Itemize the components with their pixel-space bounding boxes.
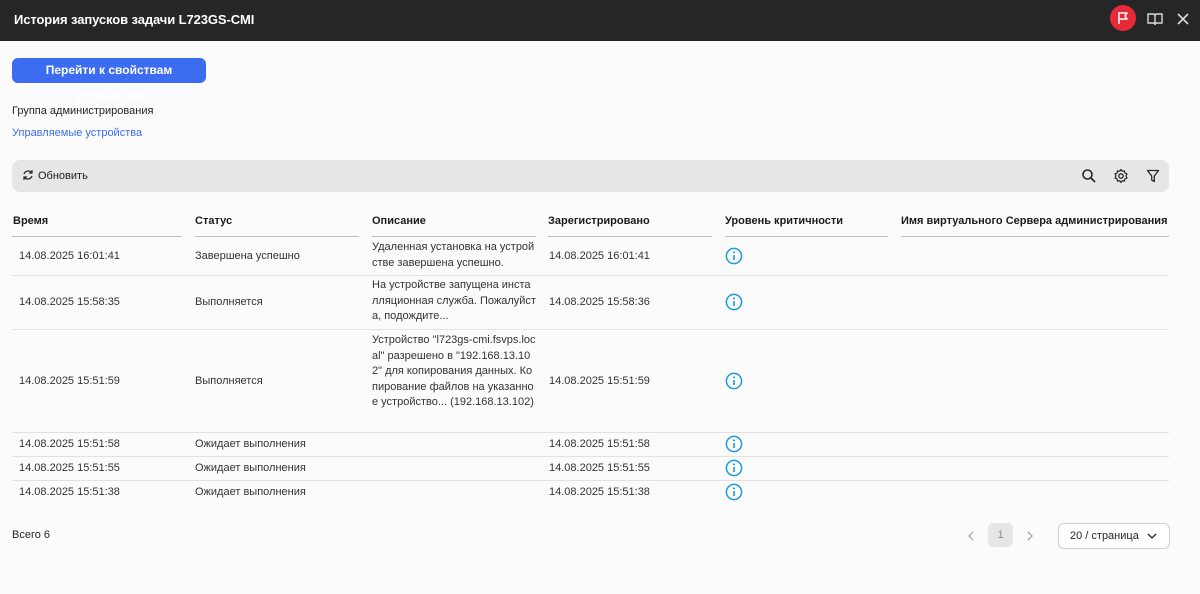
prev-page-icon[interactable]: [964, 528, 978, 544]
column-header-severity[interactable]: Уровень критичности: [725, 215, 844, 227]
info-icon[interactable]: [725, 293, 743, 311]
flag-button[interactable]: [1110, 5, 1136, 31]
cell-registered: 14.08.2025 15:51:59: [549, 375, 650, 387]
book-icon: [1146, 10, 1164, 28]
cell-time: 14.08.2025 15:51:38: [19, 486, 120, 498]
search-icon[interactable]: [1081, 168, 1097, 184]
close-icon: [1174, 10, 1192, 28]
refresh-button[interactable]: [22, 169, 88, 182]
close-button[interactable]: [1174, 10, 1192, 28]
next-page-icon[interactable]: [1023, 528, 1037, 544]
page-current[interactable]: 1: [988, 523, 1013, 547]
row-divider: [12, 432, 1169, 433]
cell-registered: 14.08.2025 15:58:36: [549, 296, 650, 308]
info-icon[interactable]: [725, 435, 743, 453]
total-count: Всего 6: [12, 529, 51, 541]
cell-status: Выполняется: [195, 375, 263, 387]
header-divider: [725, 236, 888, 237]
refresh-icon: [22, 169, 34, 181]
page-size-value: 20 / страница: [1070, 530, 1139, 542]
cell-registered: 14.08.2025 15:51:58: [549, 438, 650, 450]
row-divider: [12, 275, 1169, 276]
column-header-description[interactable]: Описание: [372, 215, 426, 227]
window-title: История запусков задачи L723GS-CMI: [14, 12, 255, 27]
cell-status: Выполняется: [195, 296, 263, 308]
header-divider: [372, 236, 536, 237]
filter-icon[interactable]: [1145, 168, 1161, 184]
flag-icon: [1116, 11, 1130, 25]
cell-registered: 14.08.2025 15:51:38: [549, 486, 650, 498]
cell-time: 14.08.2025 15:51:55: [19, 462, 120, 474]
cell-status: Ожидает выполнения: [195, 486, 306, 498]
cell-description: На устройстве запущена инсталляционная служба. Пожалуйста, подождите...: [372, 279, 536, 322]
row-divider: [12, 329, 1169, 330]
cell-time: 14.08.2025 15:51:59: [19, 375, 120, 387]
chevron-down-icon: [1146, 531, 1158, 541]
cell-time: 14.08.2025 15:51:58: [19, 438, 120, 450]
help-button[interactable]: [1146, 10, 1164, 28]
info-icon[interactable]: [725, 459, 743, 477]
cell-time: 14.08.2025 15:58:35: [19, 296, 120, 308]
cell-registered: 14.08.2025 15:51:55: [549, 462, 650, 474]
cell-description: Устройство "l723gs-cmi.fsvps.local" разрешено в "192.168.13.102" для копирования данных. Копирование файлов на указанное устройство... (192.168.13.102): [372, 334, 536, 408]
info-icon[interactable]: [725, 483, 743, 501]
admin-group-label: Группа администрирования: [12, 105, 154, 117]
admin-group-link[interactable]: Управляемые устройства: [12, 127, 143, 139]
cell-status: Завершена успешно: [195, 250, 300, 262]
row-divider: [12, 456, 1169, 457]
column-header-status[interactable]: Статус: [195, 215, 233, 227]
table-toolbar: [12, 160, 1169, 192]
cell-registered: 14.08.2025 16:01:41: [549, 250, 650, 262]
gear-icon[interactable]: [1113, 168, 1129, 184]
row-divider: [12, 480, 1169, 481]
refresh-label: Обновить: [38, 170, 88, 182]
header-divider: [12, 236, 182, 237]
cell-description: Удаленная установка на устройстве завершена успешно.: [372, 241, 535, 269]
info-icon[interactable]: [725, 247, 743, 265]
header-divider: [901, 236, 1169, 237]
goto-device-properties-button[interactable]: Перейти к свойствам устройства: [12, 58, 206, 83]
column-header-time[interactable]: Время: [13, 215, 49, 227]
info-icon[interactable]: [725, 372, 743, 390]
title-bar: [0, 0, 1200, 41]
cell-status: Ожидает выполнения: [195, 462, 306, 474]
column-header-registered[interactable]: Зарегистрировано: [548, 215, 650, 227]
header-divider: [195, 236, 359, 237]
header-divider: [548, 236, 712, 237]
cell-time: 14.08.2025 16:01:41: [19, 250, 120, 262]
cell-status: Ожидает выполнения: [195, 438, 306, 450]
column-header-virtual-server[interactable]: Имя виртуального Сервера администрирования: [901, 215, 1168, 227]
page-size-select[interactable]: [1058, 523, 1170, 549]
